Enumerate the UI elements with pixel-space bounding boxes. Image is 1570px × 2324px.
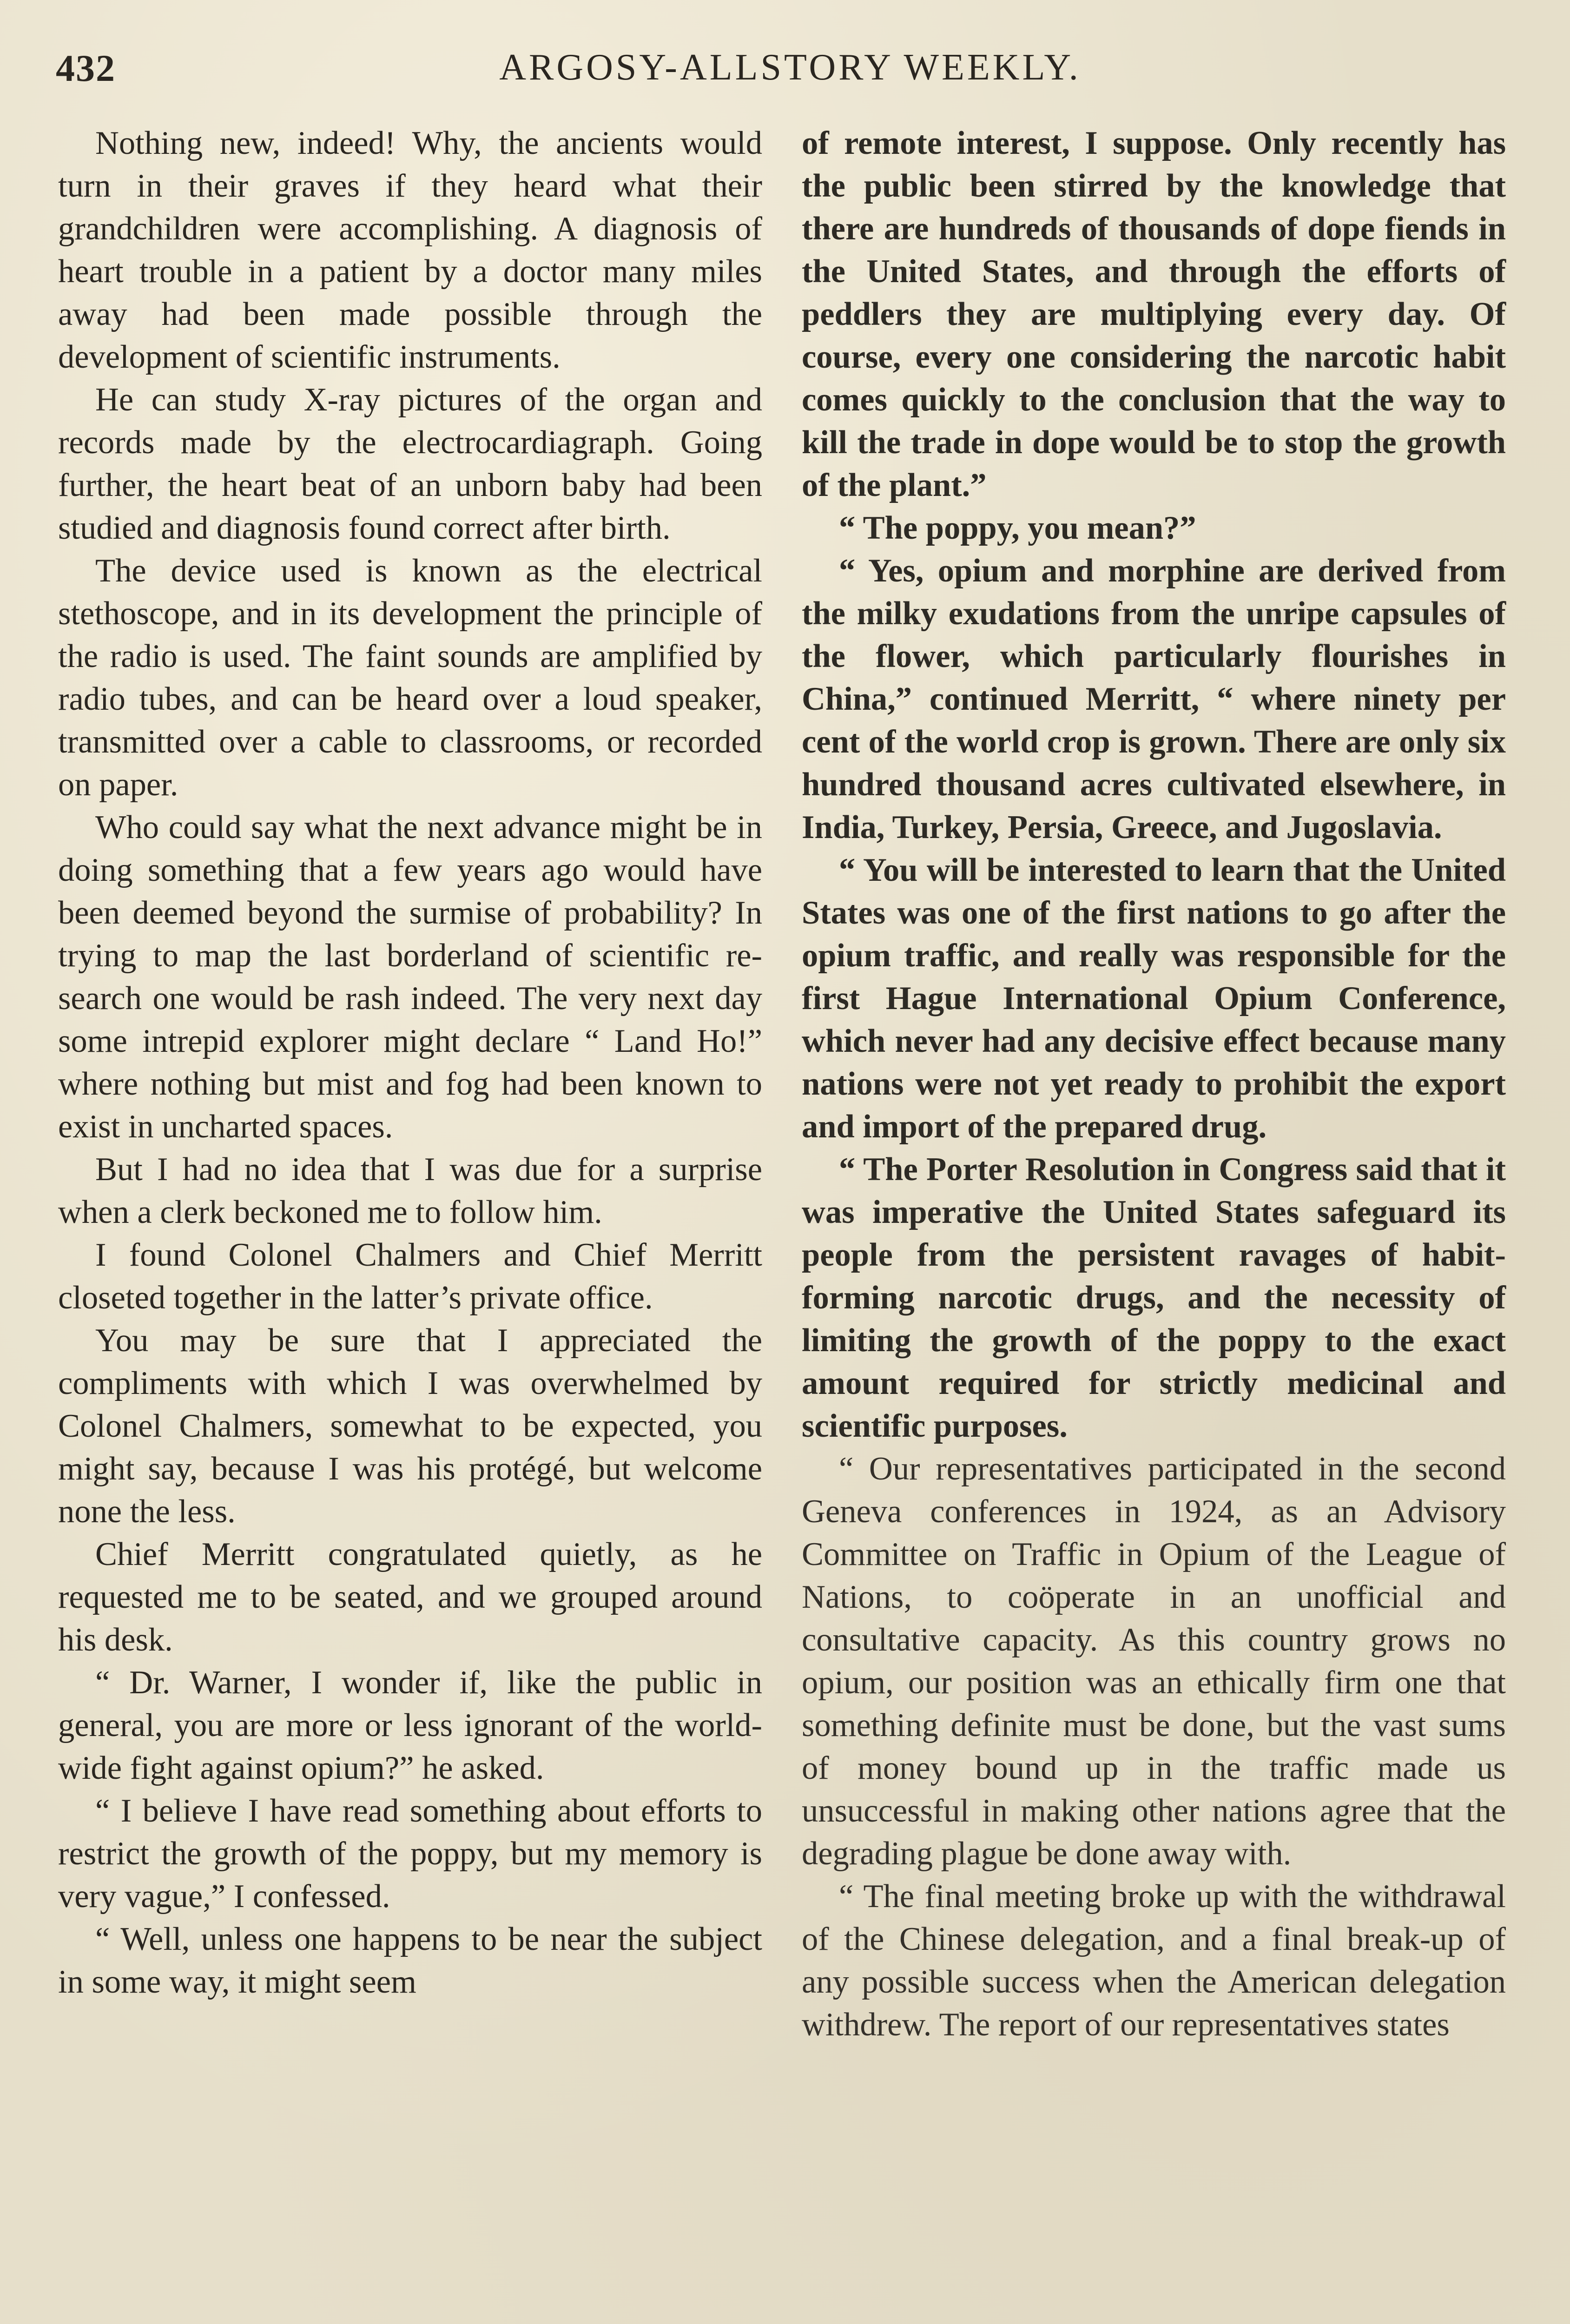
paragraph: “ The final meeting broke up with the withdrawal of the Chinese delegation, and a final break-up of any possible success when the American delegation withdrew. The report of our representatives states — [802, 1878, 1506, 2043]
paragraph: “ Our representatives participated in the second Geneva conferences in 1924, as an Advisory Committee on Traffic in Opium of the League of Nations, to coöperate in an unofficial and consultative capacity. As this country grows no opium, our position was an ethically firm one that something definite must be done, but the vast sums of money bound up in the traffic made us unsuccessful in making other nations agree that the degrading plague be done away with. — [802, 1451, 1506, 1872]
paragraph: Who could say what the next advance might be in doing something that a few years ago would have been deemed beyond the surmise of probability? In trying to map the last borderland of scientific research one would be rash indeed. The very next day some intrepid explorer might declare “ Land Ho!” where nothing but mist and fog had been known to exist in uncharted spaces. — [58, 809, 762, 1145]
paragraph: “ Yes, opium and morphine are derived from the milky exudations from the unripe capsules of the flower, which particularly flourishes in China,” continued Merritt, “ where ninety per cent of the world crop is grown. There are only six hundred thousand acres cultivated elsewhere, in India, Turkey, Persia, Greece, and Jugoslavia. — [802, 553, 1506, 845]
left-column — [58, 122, 762, 2003]
continued-paragraph: of remote interest, I suppose. Only recently has the public been stirred by the knowledge that there are hundreds of thousands of dope fiends in the United States, and through the efforts of peddlers they are multiplying every day. Of course, every one considering the narcotic habit comes quickly to the conclusion that the way to kill the trade in dope would be to stop the growth of the plant.” — [802, 125, 1506, 503]
paragraph: “ You will be interested to learn that the United States was one of the first nations to go after the opium traffic, and really was responsible for the first Hague International Opium Conference, which never had any decisive effect because many nations were not yet ready to prohibit the export and import of the prepared drug. — [802, 852, 1506, 1145]
paragraph: “ Dr. Warner, I wonder if, like the public in general, you are more or less ignorant of the world-wide fight against opium?” he asked. — [58, 1664, 762, 1786]
paragraph: You may be sure that I appreciated the compliments with which I was overwhelmed by Colonel Chalmers, somewhat to be expected, you might say, because I was his protégé, but welcome none the less. — [58, 1322, 762, 1530]
paragraph: The device used is known as the electrical stethoscope, and in its development the principle of the radio is used. The faint sounds are amplified by radio tubes, and can be heard over a loud speaker, transmitted over a cable to classrooms, or recorded on paper. — [58, 553, 762, 803]
page-number: 432 — [56, 47, 116, 89]
paragraph: “ Well, unless one happens to be near the subject in some way, it might seem — [58, 1921, 762, 2000]
paragraph: But I had no idea that I was due for a surprise when a clerk beckoned me to follow him. — [58, 1151, 762, 1230]
right-column — [802, 122, 1506, 2046]
paragraph: “ The Porter Resolution in Congress said that it was imperative the United States safeguard its people from the persistent ravages of habit-forming narcotic drugs, and the necessity of limiting the growth of the poppy to the exact amount required for strictly medicinal and scientific purposes. — [802, 1151, 1506, 1444]
paragraph: “ I believe I have read something about efforts to restrict the growth of the poppy, but my memory is very vague,” I confessed. — [58, 1793, 762, 1915]
paragraph: Chief Merritt congratulated quietly, as he requested me to be seated, and we grouped around his desk. — [58, 1536, 762, 1658]
paragraph: I found Colonel Chalmers and Chief Merritt closeted together in the latter’s private office. — [58, 1237, 762, 1316]
paragraph: Nothing new, indeed! Why, the ancients would turn in their graves if they heard what their grandchildren were accomplishing. A diagnosis of heart trouble in a patient by a doctor many miles away had been made possible through the development of scientific instruments. — [58, 125, 762, 375]
page-header — [56, 37, 1524, 98]
running-title: ARGOSY-ALLSTORY WEEKLY. — [499, 47, 1081, 88]
paragraph: He can study X-ray pictures of the organ and records made by the electrocardiagraph. Going further, the heart beat of an unborn baby had been studied and diagnosis found correct after birth. — [58, 382, 762, 546]
paragraph: “ The poppy, you mean?” — [839, 510, 1196, 546]
